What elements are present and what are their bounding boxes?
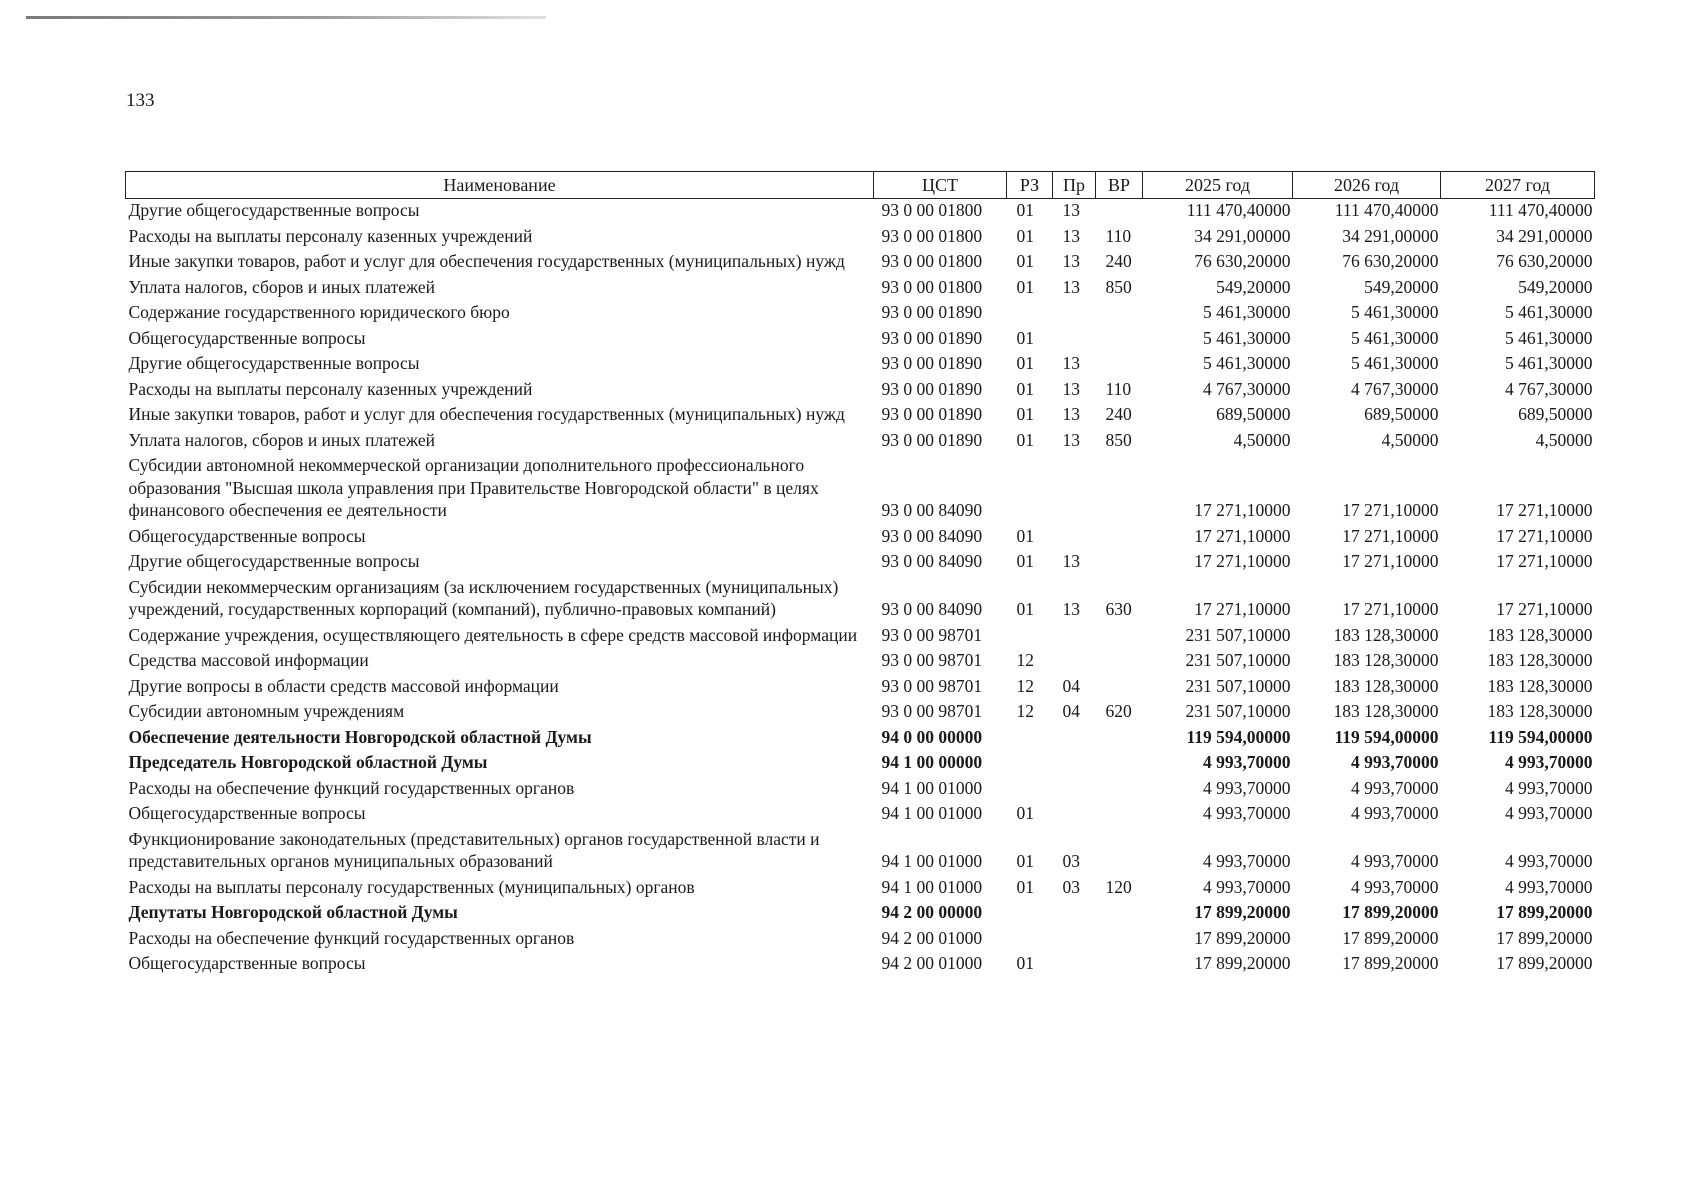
row-value-2027: 183 128,30000 xyxy=(1487,650,1593,670)
row-value-2025: 17 271,10000 xyxy=(1194,525,1291,546)
row-value-2025: 231 507,10000 xyxy=(1185,624,1291,645)
row-pr: 04 xyxy=(1062,675,1080,696)
row-name: Субсидии автономной некоммерческой организации дополнительного профессионального образования "Высшая школа управления при Правительстве Новгородской области" в целях финансового обеспечения ее деятельности xyxy=(128,455,819,520)
row-value-2025: 17 271,10000 xyxy=(1194,500,1291,520)
row-vr xyxy=(1096,726,1143,752)
table-row xyxy=(126,301,1595,327)
row-rz xyxy=(1007,726,1053,752)
row-name: Председатель Новгородской областной Думы xyxy=(128,752,488,772)
row-value-2026: 17 899,20000 xyxy=(1342,953,1439,973)
row-value-2027: 4 993,70000 xyxy=(1505,803,1593,823)
row-value-2025: 4 993,70000 xyxy=(1203,851,1291,871)
row-value-2026: 5 461,30000 xyxy=(1351,302,1439,322)
row-rz: 01 xyxy=(1016,953,1034,973)
row-value-2026: 34 291,00000 xyxy=(1342,225,1439,246)
row-vr xyxy=(1096,649,1143,675)
row-rz: 01 xyxy=(1016,525,1034,546)
row-name: Расходы на выплаты персоналу казенных учреждений xyxy=(128,378,533,399)
row-vr xyxy=(1096,624,1143,650)
row-value-2025: 231 507,10000 xyxy=(1185,675,1291,696)
row-rz: 01 xyxy=(1016,851,1034,871)
table-row xyxy=(126,777,1595,803)
row-name: Другие вопросы в области средств массовой информации xyxy=(128,675,559,696)
row-name: Средства массовой информации xyxy=(128,650,369,670)
row-value-2026: 4 993,70000 xyxy=(1351,876,1439,897)
row-value-2025: 5 461,30000 xyxy=(1203,327,1291,348)
row-value-2027: 4 993,70000 xyxy=(1505,876,1593,897)
row-value-2026: 17 271,10000 xyxy=(1342,551,1439,571)
row-value-2026: 17 271,10000 xyxy=(1342,525,1439,546)
row-value-2025: 689,50000 xyxy=(1216,404,1291,424)
row-cst: 93 0 00 01800 xyxy=(881,225,983,246)
table-row xyxy=(126,624,1595,650)
row-value-2025: 4 993,70000 xyxy=(1203,777,1291,798)
row-vr xyxy=(1096,901,1143,927)
row-pr: 13 xyxy=(1062,251,1080,271)
row-value-2027: 111 470,40000 xyxy=(1488,200,1593,220)
table-row xyxy=(126,828,1595,876)
header-vr: ВР xyxy=(1096,172,1143,199)
row-pr: 13 xyxy=(1062,599,1080,619)
row-vr: 850 xyxy=(1105,276,1132,297)
table-row xyxy=(126,525,1595,551)
row-name: Иные закупки товаров, работ и услуг для обеспечения государственных (муниципальных) нужд xyxy=(128,251,845,271)
row-value-2026: 183 128,30000 xyxy=(1333,675,1439,696)
row-value-2026: 4 993,70000 xyxy=(1351,851,1439,871)
row-value-2025: 119 594,00000 xyxy=(1186,726,1291,747)
row-rz xyxy=(1007,927,1053,953)
table-row xyxy=(126,352,1595,378)
row-pr: 13 xyxy=(1062,429,1080,450)
table-row xyxy=(126,276,1595,302)
row-rz: 01 xyxy=(1016,876,1034,897)
row-cst: 93 0 00 98701 xyxy=(881,701,983,721)
row-value-2025: 76 630,20000 xyxy=(1194,251,1291,271)
row-pr xyxy=(1053,525,1096,551)
row-pr: 13 xyxy=(1062,200,1080,220)
row-value-2026: 183 128,30000 xyxy=(1333,624,1439,645)
row-cst: 93 0 00 98701 xyxy=(881,624,983,645)
row-name: Функционирование законодательных (представительных) органов государственной власти и представительных органов муниципальных образований xyxy=(128,828,820,871)
row-rz: 12 xyxy=(1016,650,1034,670)
row-value-2025: 34 291,00000 xyxy=(1194,225,1291,246)
row-value-2027: 4 767,30000 xyxy=(1505,378,1593,399)
row-pr xyxy=(1053,751,1096,777)
row-value-2027: 4 993,70000 xyxy=(1505,752,1593,772)
row-pr: 13 xyxy=(1062,225,1080,246)
table-row xyxy=(126,700,1595,726)
scan-edge-mark xyxy=(26,16,546,19)
row-value-2025: 4 767,30000 xyxy=(1203,378,1291,399)
row-rz: 01 xyxy=(1016,251,1034,271)
page-number: 133 xyxy=(126,90,155,111)
row-pr: 13 xyxy=(1062,353,1080,373)
table-body xyxy=(126,199,1595,978)
row-value-2027: 183 128,30000 xyxy=(1487,675,1593,696)
row-value-2025: 111 470,40000 xyxy=(1186,200,1291,220)
row-vr xyxy=(1096,199,1143,225)
row-vr xyxy=(1096,550,1143,576)
table-row xyxy=(126,199,1595,225)
row-name: Расходы на обеспечение функций государственных органов xyxy=(128,777,575,798)
row-value-2025: 5 461,30000 xyxy=(1203,353,1291,373)
table-row xyxy=(126,576,1595,624)
row-value-2025: 231 507,10000 xyxy=(1185,650,1291,670)
row-rz: 01 xyxy=(1016,200,1034,220)
row-value-2025: 17 271,10000 xyxy=(1194,599,1291,619)
row-rz: 12 xyxy=(1016,675,1034,696)
row-cst: 94 0 00 00000 xyxy=(881,726,983,747)
row-cst: 94 1 00 01000 xyxy=(881,777,983,798)
row-name: Расходы на выплаты персоналу государственных (муниципальных) органов xyxy=(128,876,695,897)
row-cst: 93 0 00 84090 xyxy=(881,500,983,520)
table-row xyxy=(126,952,1595,978)
row-cst: 93 0 00 01800 xyxy=(881,251,983,271)
row-pr xyxy=(1053,927,1096,953)
row-cst: 94 1 00 00000 xyxy=(881,752,983,772)
row-rz: 01 xyxy=(1016,327,1034,348)
row-name: Субсидии автономным учреждениям xyxy=(128,701,405,721)
row-vr: 850 xyxy=(1105,429,1132,450)
table-row xyxy=(126,327,1595,353)
row-cst: 93 0 00 84090 xyxy=(881,551,983,571)
row-pr xyxy=(1053,802,1096,828)
row-name: Содержание государственного юридического бюро xyxy=(128,302,510,322)
table-row xyxy=(126,403,1595,429)
row-cst: 93 0 00 98701 xyxy=(881,675,983,696)
row-name: Обеспечение деятельности Новгородской областной Думы xyxy=(128,726,592,747)
table-row xyxy=(126,675,1595,701)
row-value-2027: 17 271,10000 xyxy=(1496,551,1593,571)
header-cst: ЦСТ xyxy=(874,172,1007,199)
row-vr xyxy=(1096,828,1143,876)
row-name: Иные закупки товаров, работ и услуг для обеспечения государственных (муниципальных) нужд xyxy=(128,404,845,424)
row-rz: 01 xyxy=(1016,276,1034,297)
row-value-2025: 17 899,20000 xyxy=(1194,902,1291,922)
table-row xyxy=(126,250,1595,276)
row-rz xyxy=(1007,301,1053,327)
row-rz: 01 xyxy=(1016,599,1034,619)
row-cst: 93 0 00 01890 xyxy=(881,302,983,322)
row-vr: 120 xyxy=(1105,876,1132,897)
row-pr xyxy=(1053,327,1096,353)
row-cst: 93 0 00 01890 xyxy=(881,353,983,373)
row-pr xyxy=(1053,454,1096,525)
row-vr xyxy=(1096,777,1143,803)
row-value-2026: 17 271,10000 xyxy=(1342,500,1439,520)
row-value-2025: 17 899,20000 xyxy=(1194,927,1291,948)
row-name: Расходы на обеспечение функций государственных органов xyxy=(128,927,575,948)
row-cst: 94 1 00 01000 xyxy=(881,851,983,871)
header-2025: 2025 год xyxy=(1143,172,1293,199)
row-rz: 01 xyxy=(1016,551,1034,571)
row-value-2027: 689,50000 xyxy=(1518,404,1593,424)
row-value-2026: 5 461,30000 xyxy=(1351,353,1439,373)
row-rz: 01 xyxy=(1016,353,1034,373)
row-vr: 620 xyxy=(1105,701,1132,721)
row-pr: 04 xyxy=(1062,701,1080,721)
row-value-2027: 183 128,30000 xyxy=(1487,701,1593,721)
row-value-2025: 4 993,70000 xyxy=(1203,752,1291,772)
row-name: Содержание учреждения, осуществляющего деятельность в сфере средств массовой информации xyxy=(128,624,858,645)
row-value-2027: 17 899,20000 xyxy=(1496,902,1593,922)
table-row xyxy=(126,429,1595,455)
row-cst: 94 2 00 01000 xyxy=(881,927,983,948)
row-rz xyxy=(1007,777,1053,803)
row-value-2026: 689,50000 xyxy=(1364,404,1439,424)
row-value-2026: 4 767,30000 xyxy=(1351,378,1439,399)
table-row xyxy=(126,726,1595,752)
row-value-2026: 119 594,00000 xyxy=(1334,726,1439,747)
row-cst: 93 0 00 01890 xyxy=(881,327,983,348)
row-value-2025: 4 993,70000 xyxy=(1203,876,1291,897)
row-rz xyxy=(1007,624,1053,650)
row-value-2026: 17 899,20000 xyxy=(1342,927,1439,948)
row-cst: 93 0 00 01890 xyxy=(881,404,983,424)
row-rz: 01 xyxy=(1016,378,1034,399)
row-rz: 12 xyxy=(1016,701,1034,721)
row-value-2027: 17 271,10000 xyxy=(1496,500,1593,520)
row-pr xyxy=(1053,952,1096,978)
row-value-2027: 17 271,10000 xyxy=(1496,525,1593,546)
row-pr xyxy=(1053,649,1096,675)
row-pr: 03 xyxy=(1062,851,1080,871)
row-vr xyxy=(1096,327,1143,353)
header-2026: 2026 год xyxy=(1293,172,1441,199)
row-rz: 01 xyxy=(1016,225,1034,246)
row-value-2026: 183 128,30000 xyxy=(1333,701,1439,721)
row-vr xyxy=(1096,952,1143,978)
row-vr xyxy=(1096,802,1143,828)
row-vr: 240 xyxy=(1105,404,1132,424)
row-value-2027: 17 271,10000 xyxy=(1496,599,1593,619)
row-value-2026: 183 128,30000 xyxy=(1333,650,1439,670)
row-vr: 630 xyxy=(1105,599,1132,619)
row-value-2025: 231 507,10000 xyxy=(1185,701,1291,721)
row-pr: 13 xyxy=(1062,404,1080,424)
row-cst: 93 0 00 84090 xyxy=(881,599,983,619)
table-row xyxy=(126,550,1595,576)
row-value-2027: 4 993,70000 xyxy=(1505,851,1593,871)
row-vr xyxy=(1096,927,1143,953)
row-name: Расходы на выплаты персоналу казенных учреждений xyxy=(128,225,533,246)
table-header-row xyxy=(126,172,1595,199)
row-cst: 93 0 00 01800 xyxy=(881,276,983,297)
row-vr: 240 xyxy=(1105,251,1132,271)
row-value-2025: 17 899,20000 xyxy=(1194,953,1291,973)
row-cst: 94 1 00 01000 xyxy=(881,876,983,897)
row-rz xyxy=(1007,454,1053,525)
row-cst: 93 0 00 98701 xyxy=(881,650,983,670)
table-row xyxy=(126,802,1595,828)
row-value-2027: 5 461,30000 xyxy=(1505,327,1593,348)
row-value-2025: 4 993,70000 xyxy=(1203,803,1291,823)
row-vr xyxy=(1096,675,1143,701)
table-row xyxy=(126,225,1595,251)
row-rz: 01 xyxy=(1016,803,1034,823)
row-value-2026: 4,50000 xyxy=(1381,429,1439,450)
row-name: Депутаты Новгородской областной Думы xyxy=(128,902,458,922)
row-value-2026: 5 461,30000 xyxy=(1351,327,1439,348)
row-pr xyxy=(1053,901,1096,927)
row-rz: 01 xyxy=(1016,429,1034,450)
row-pr xyxy=(1053,777,1096,803)
row-name: Общегосударственные вопросы xyxy=(128,327,366,348)
row-value-2025: 17 271,10000 xyxy=(1194,551,1291,571)
row-name: Субсидии некоммерческим организациям (за исключением государственных (муниципальных) учреждений, государственных корпораций (компаний), публично-правовых компаний) xyxy=(128,576,839,619)
table-row xyxy=(126,454,1595,525)
row-name: Другие общегосударственные вопросы xyxy=(128,551,420,571)
row-pr: 03 xyxy=(1062,876,1080,897)
row-name: Общегосударственные вопросы xyxy=(128,803,366,823)
row-value-2026: 4 993,70000 xyxy=(1351,777,1439,798)
row-value-2026: 17 899,20000 xyxy=(1342,902,1439,922)
row-value-2027: 17 899,20000 xyxy=(1496,927,1593,948)
row-value-2025: 5 461,30000 xyxy=(1203,302,1291,322)
row-value-2026: 549,20000 xyxy=(1364,276,1439,297)
row-value-2026: 4 993,70000 xyxy=(1351,752,1439,772)
table-row xyxy=(126,751,1595,777)
row-cst: 93 0 00 01890 xyxy=(881,429,983,450)
row-name: Другие общегосударственные вопросы xyxy=(128,200,420,220)
row-value-2027: 4,50000 xyxy=(1535,429,1593,450)
row-value-2026: 4 993,70000 xyxy=(1351,803,1439,823)
row-value-2025: 4,50000 xyxy=(1233,429,1291,450)
row-value-2027: 549,20000 xyxy=(1518,276,1593,297)
row-rz: 01 xyxy=(1016,404,1034,424)
row-name: Другие общегосударственные вопросы xyxy=(128,353,420,373)
row-value-2027: 4 993,70000 xyxy=(1505,777,1593,798)
row-rz xyxy=(1007,751,1053,777)
row-name: Уплата налогов, сборов и иных платежей xyxy=(128,276,435,297)
table-row xyxy=(126,649,1595,675)
row-value-2027: 17 899,20000 xyxy=(1496,953,1593,973)
header-2027: 2027 год xyxy=(1441,172,1595,199)
row-cst: 93 0 00 01890 xyxy=(881,378,983,399)
row-pr: 13 xyxy=(1062,378,1080,399)
row-cst: 93 0 00 01800 xyxy=(881,200,983,220)
row-value-2027: 5 461,30000 xyxy=(1505,353,1593,373)
row-vr: 110 xyxy=(1105,225,1132,246)
row-vr xyxy=(1096,525,1143,551)
row-name: Общегосударственные вопросы xyxy=(128,953,366,973)
row-vr xyxy=(1096,352,1143,378)
row-value-2027: 119 594,00000 xyxy=(1488,726,1593,747)
row-rz xyxy=(1007,901,1053,927)
row-vr xyxy=(1096,301,1143,327)
row-cst: 93 0 00 84090 xyxy=(881,525,983,546)
row-cst: 94 2 00 00000 xyxy=(881,902,983,922)
row-cst: 94 2 00 01000 xyxy=(881,953,983,973)
row-pr xyxy=(1053,301,1096,327)
row-pr xyxy=(1053,726,1096,752)
budget-table xyxy=(125,171,1595,978)
row-value-2027: 183 128,30000 xyxy=(1487,624,1593,645)
row-vr xyxy=(1096,751,1143,777)
header-name: Наименование xyxy=(126,172,874,199)
row-value-2025: 549,20000 xyxy=(1216,276,1291,297)
table-row xyxy=(126,378,1595,404)
table-row xyxy=(126,876,1595,902)
row-value-2027: 5 461,30000 xyxy=(1505,302,1593,322)
row-value-2027: 76 630,20000 xyxy=(1496,251,1593,271)
row-pr xyxy=(1053,624,1096,650)
table-row xyxy=(126,901,1595,927)
row-value-2026: 111 470,40000 xyxy=(1334,200,1439,220)
row-pr: 13 xyxy=(1062,551,1080,571)
row-value-2026: 76 630,20000 xyxy=(1342,251,1439,271)
header-pr: Пр xyxy=(1053,172,1096,199)
row-pr: 13 xyxy=(1062,276,1080,297)
row-value-2027: 34 291,00000 xyxy=(1496,225,1593,246)
row-cst: 94 1 00 01000 xyxy=(881,803,983,823)
row-name: Уплата налогов, сборов и иных платежей xyxy=(128,429,435,450)
row-value-2026: 17 271,10000 xyxy=(1342,599,1439,619)
table-row xyxy=(126,927,1595,953)
row-vr: 110 xyxy=(1105,378,1132,399)
row-name: Общегосударственные вопросы xyxy=(128,525,366,546)
row-vr xyxy=(1096,454,1143,525)
header-rz: РЗ xyxy=(1007,172,1053,199)
